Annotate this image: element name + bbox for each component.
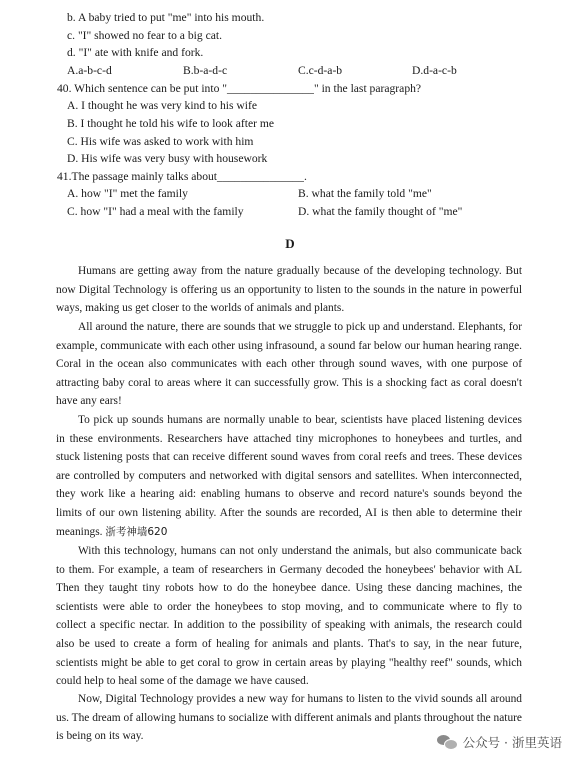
paragraph-4: With this technology, humans can not only understand the animals, but also communicate back to them. For example, a team of researchers in Germany decoded the honeybees' behavior with AL Then they taught tiny robots how to do the honeybee dance. Using these dancing machines, the scientists were able to order the honeybees to stop moving, and to communicate where to fly to collect a specific nectar. In addition to the possibility of speaking with animals, the research could also be used to create a form of healing for animals and plants. That's to say, in the near future, scientists might be able to get coral to grow in certain areas by playing "healthy reef" sounds, which could help to heal some of the damage we have caused. — [56, 545, 522, 688]
watermark-text: 公众号 · 浙里英语 — [462, 735, 562, 750]
q39-choice-a: A.a-b-c-d — [67, 64, 112, 77]
paragraph-3-text: To pick up sounds humans are normally unable to bear, scientists have placed listening devices in these environments. Researchers have attached tiny microphones to honeybees and turtles, and stuck listening posts that can receive different sound waves from coral reefs and trees. These devices are controlled by computers and networked with digital sensors and satellites. When interconnected, they work like a hearing aid: enabling humans to observe and record nature's sounds beyond the limits of our own listening ability. After the sounds are recorded, AI is then able to determine their meanings. — [56, 414, 522, 538]
paragraph-2: All around the nature, there are sounds that we struggle to pick up and understand. Elephants, for example, communicate with each other using infrasound, a sound far below our human hearing range. Coral in the ocean also communicates with each other through sound waves, with one purpose of attracting baby coral to areas where it can successfully grow. This is a shocking fact as coral doesn't have any ears! — [56, 321, 522, 408]
q40-option-b: B. I thought he told his wife to look after me — [67, 117, 275, 130]
q39-option-d: d. "I" ate with knife and fork. — [67, 46, 204, 59]
q41-option-a: A. how "I" met the family — [67, 187, 188, 200]
q40-option-d: D. His wife was very busy with housework — [67, 152, 268, 165]
q39-option-c: c. "I" showed no fear to a big cat. — [67, 29, 222, 42]
q41-option-d: D. what the family thought of "me" — [298, 205, 463, 218]
q41-option-b: B. what the family told "me" — [298, 187, 432, 200]
q40-option-a: A. I thought he was very kind to his wife — [67, 99, 257, 112]
q39-choice-b: B.b-a-d-c — [183, 64, 228, 77]
q39-choice-c: C.c-d-a-b — [298, 64, 343, 77]
q40-stem: 40. Which sentence can be put into "_______________" in the last paragraph? — [57, 82, 422, 95]
paragraph-5: Now, Digital Technology provides a new way for humans to listen to the vivid sounds all around us. The dream of allowing humans to socialize with different animals and plants throughout the nature is being on its way. — [56, 693, 522, 743]
q39-choice-d: D.d-a-c-b — [412, 64, 457, 77]
paragraph-3 — [56, 411, 522, 541]
watermark — [437, 733, 562, 751]
inline-note: 浙考神墙620 — [105, 525, 168, 538]
q39-option-b: b. A baby tried to put "me" into his mouth. — [67, 11, 265, 24]
section-title: D — [285, 236, 295, 251]
q40-option-c: C. His wife was asked to work with him — [67, 135, 254, 148]
q41-option-c: C. how "I" had a meal with the family — [67, 205, 244, 218]
wechat-icon — [437, 734, 457, 750]
q41-stem: 41.The passage mainly talks about_______________. — [57, 170, 307, 183]
paragraph-1: Humans are getting away from the nature gradually because of the developing technology. But now Digital Technology is offering us an opportunity to listen to the sounds in the nature in powerful ways, making us get closer to the worlds of animals and plants. — [56, 265, 522, 315]
